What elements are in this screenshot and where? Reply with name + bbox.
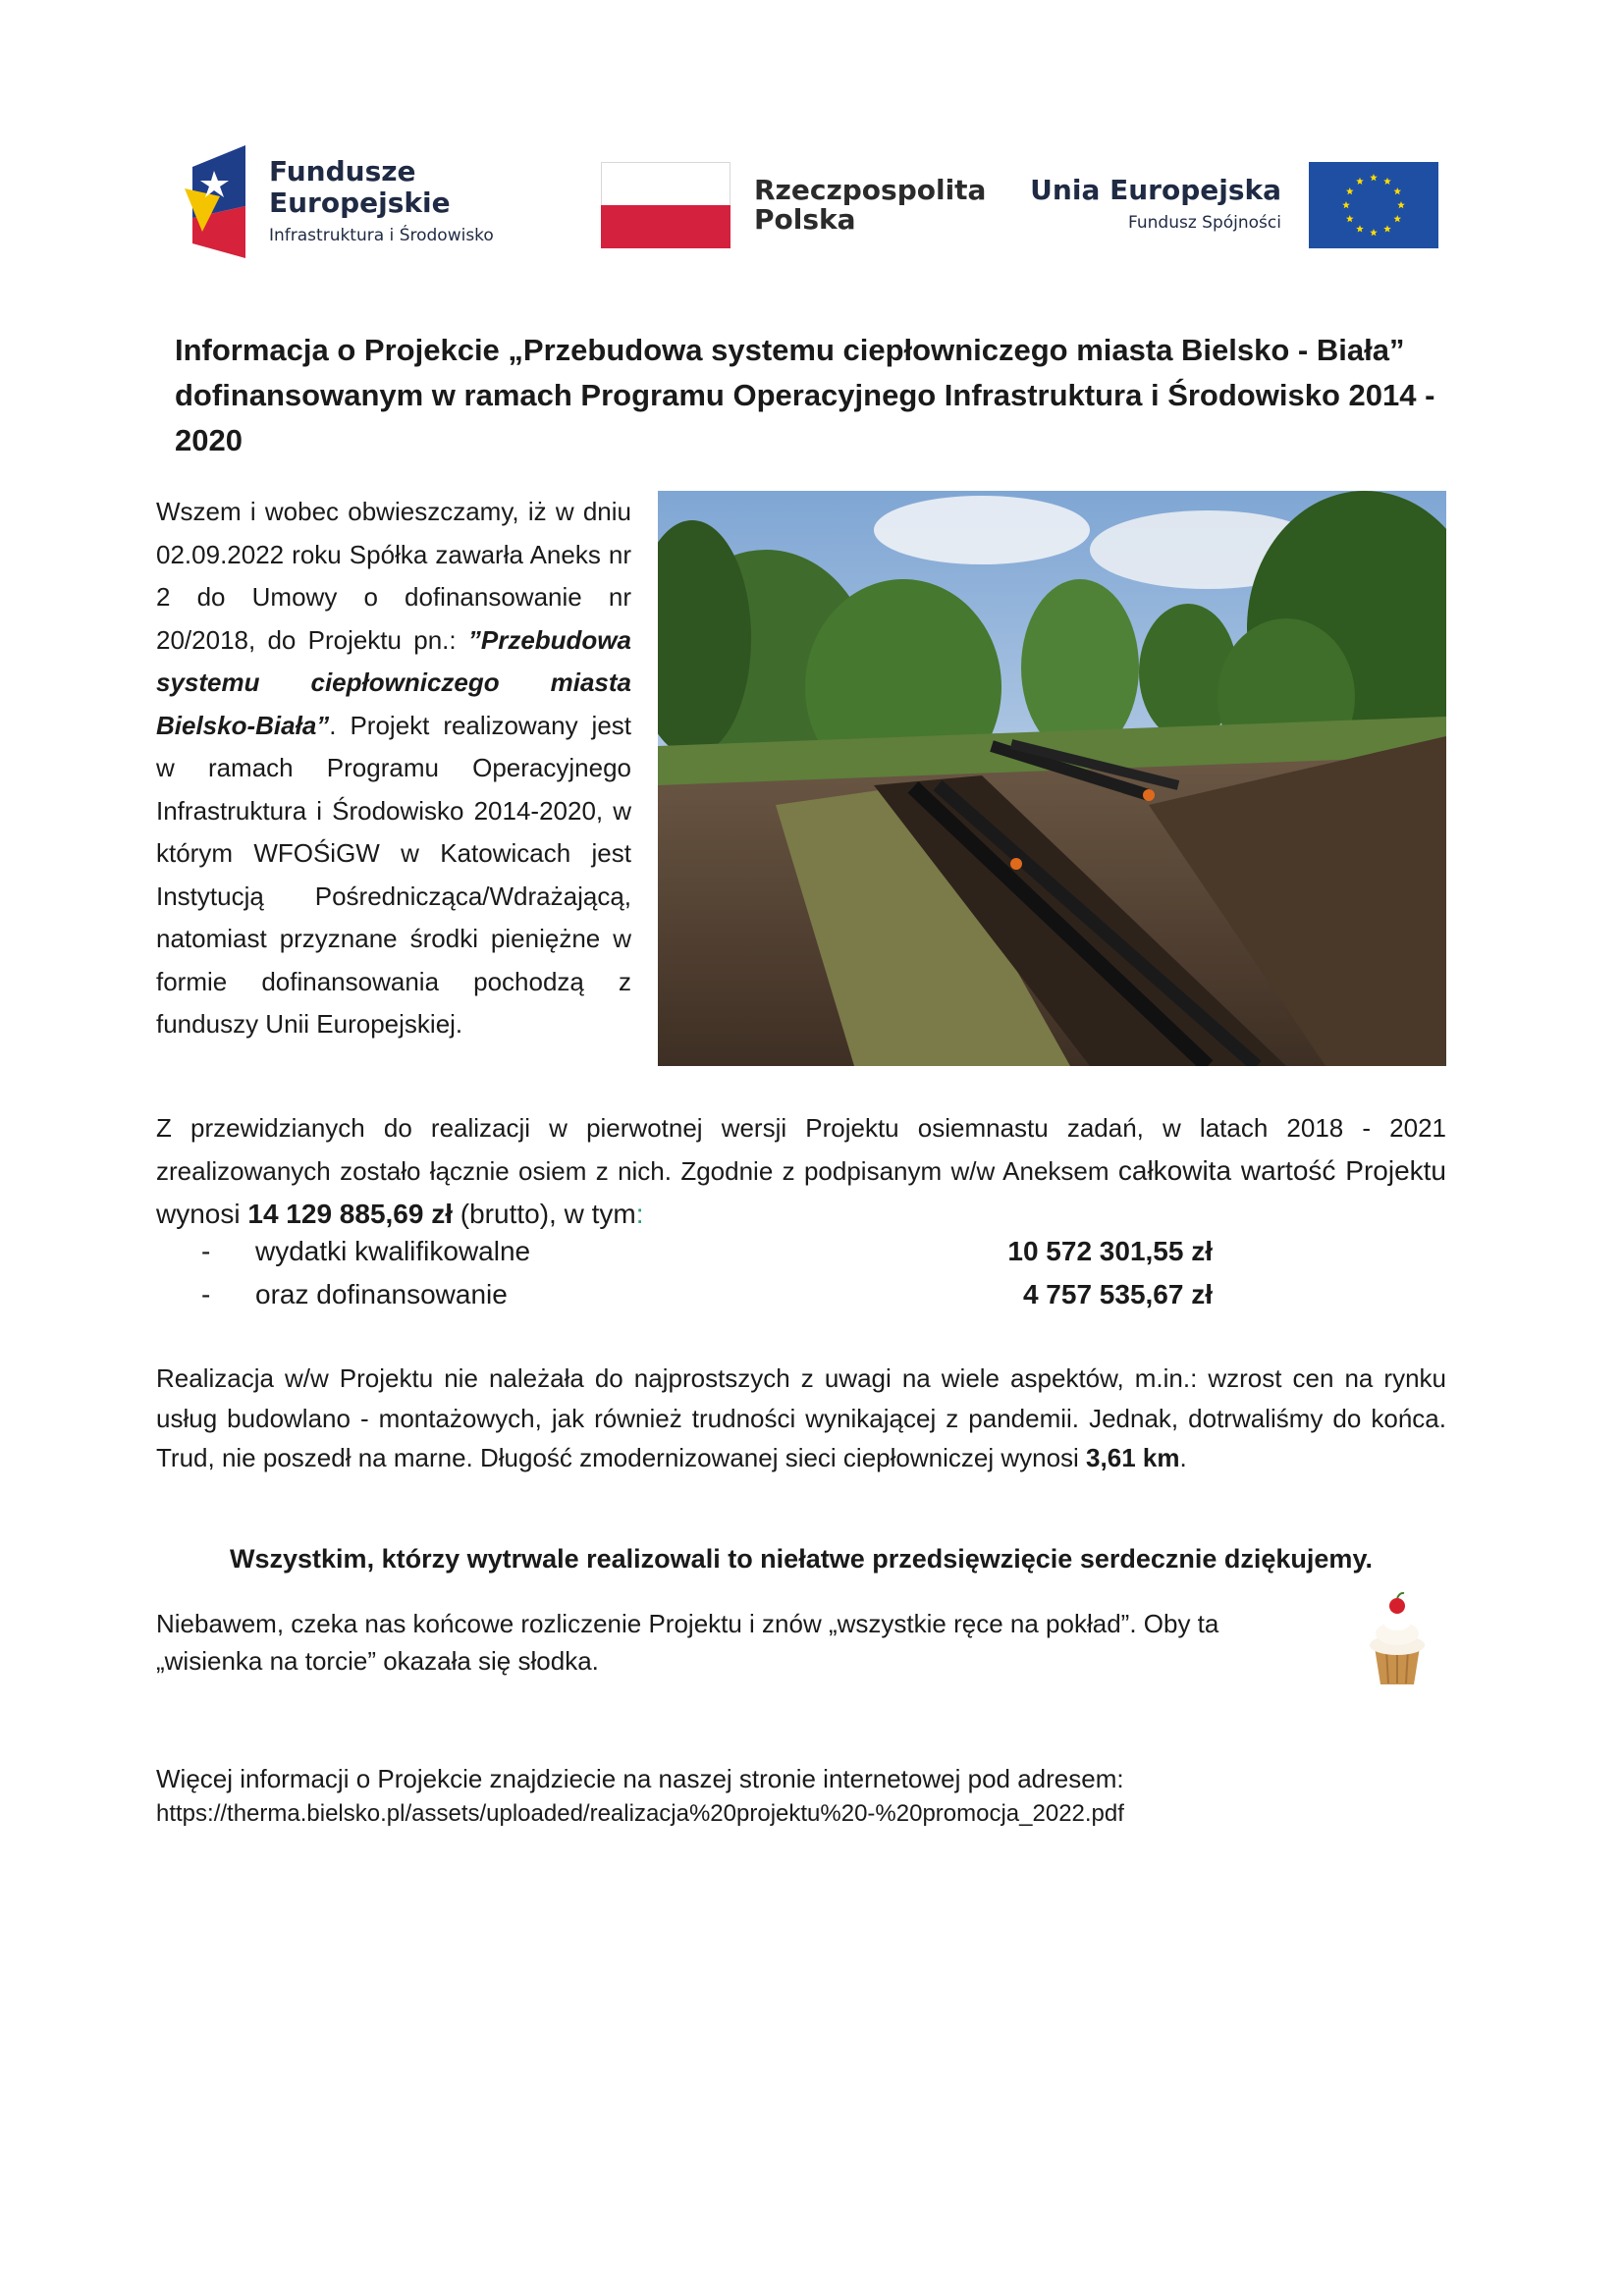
cupcake-icon: [1353, 1590, 1441, 1688]
realization-end: .: [1179, 1443, 1187, 1472]
total-value-colon: :: [635, 1199, 644, 1229]
polska-name-line2: Polska: [754, 203, 856, 236]
cost-row-dash: -: [201, 1279, 211, 1309]
realization-text: Realizacja w/w Projektu nie należała do najprostszych z uwagi na wiele aspektów, m.in.: wzrost cen na rynku usług budowlano - montażowych, jak również trudności wynikającej z pandemii. Jednak, dotrwaliśmy do końca. Trud, nie poszedł na marne. Długość zmodernizowanej sieci ciepłowniczej wynosi: [156, 1363, 1446, 1472]
eu-flag-icon: [1309, 162, 1438, 248]
intro-text-end: . Projekt realizowany jest w ramach Programu Operacyjnego Infrastruktura i Środowisko 2014-2020, w którym WFOŚiGW w Katowicach jest Instytucją Pośrednicząca/Wdrażającą, natomiast przyznane środki pieniężne w formie dofinansowania pochodzą z funduszy Unii Europejskiej.: [156, 710, 631, 1039]
logo-unia-europejska: [1030, 160, 1438, 250]
total-value: 14 129 885,69 zł: [247, 1199, 453, 1229]
cost-row-label: oraz dofinansowanie: [255, 1279, 508, 1309]
total-value-intro: całkowita wartość Projektu wynosi: [156, 1155, 1446, 1229]
scope-paragraph: [156, 1106, 1446, 1236]
cost-row-amount: 4 757 535,67 zł: [1022, 1279, 1213, 1309]
total-value-note: (brutto), w tym: [453, 1199, 636, 1229]
polska-name-line1: Rzeczpospolita: [754, 174, 987, 206]
unia-subtitle: Fundusz Spójności: [1128, 213, 1281, 233]
pipeline-construction-photo: [658, 491, 1446, 1066]
more-info-text: Więcej informacji o Projekcie znajdziecie na naszej stronie internetowej pod adresem:: [156, 1764, 1124, 1793]
cost-row-label: wydatki kwalifikowalne: [255, 1236, 531, 1266]
realization-paragraph: [156, 1359, 1446, 1478]
fundusze-name-line1: Fundusze: [269, 155, 416, 187]
cost-row-eligible: [201, 1236, 1213, 1279]
polish-flag-icon: [601, 162, 730, 248]
thanks-line: Wszystkim, którzy wytrwale realizowali to niełatwe przedsięwzięcie serdecznie dziękujemy.: [230, 1544, 1373, 1574]
intro-text-start: Wszem i wobec obwieszczamy, iż w dniu 02.09.2022 roku Spółka zawarła Aneks nr 2 do Umowy o dofinansowanie nr 20/2018, do Projektu pn.:: [156, 497, 631, 655]
intro-project-name: ”Przebudowa systemu ciepłowniczego miasta Bielsko-Biała”: [156, 624, 631, 740]
fundusze-subtitle: Infrastruktura i Środowisko: [269, 226, 494, 245]
fundusze-europejskie-emblem-icon: [185, 145, 253, 258]
project-url-link[interactable]: https://therma.bielsko.pl/assets/uploaded/realizacja%20projektu%20-%20promocja_2022.pdf: [156, 1800, 1124, 1827]
document-heading: Informacja o Projekcie „Przebudowa systemu ciepłowniczego miasta Bielsko - Biała” dofinansowanym w ramach Programu Operacyjnego Infrastruktura i Środowisko 2014 - 2020: [175, 333, 1435, 457]
fundusze-name-line2: Europejskie: [269, 187, 451, 219]
scope-text: Z przewidzianych do realizacji w pierwotnej wersji Projektu osiemnastu zadań, w latach 2018 - 2021 zrealizowanych zostało łącznie osiem z nich. Zgodnie z podpisanym w/w Aneksem: [156, 1113, 1446, 1186]
intro-paragraph: [156, 491, 631, 1046]
network-length: 3,61 km: [1086, 1443, 1180, 1472]
cost-row-amount: 10 572 301,55 zł: [1007, 1236, 1213, 1266]
cost-row-dash: -: [201, 1236, 211, 1266]
unia-name: Unia Europejska: [1030, 174, 1281, 206]
logo-fundusze-europejskie: [185, 145, 538, 258]
closing-paragraph: Niebawem, czeka nas końcowe rozliczenie Projektu i znów „wszystkie ręce na pokład”. Oby ta „wisienka na torcie” okazała się słodka.: [156, 1609, 1219, 1676]
logo-rzeczpospolita-polska: [601, 160, 987, 250]
cost-row-subsidy: [201, 1279, 1213, 1322]
